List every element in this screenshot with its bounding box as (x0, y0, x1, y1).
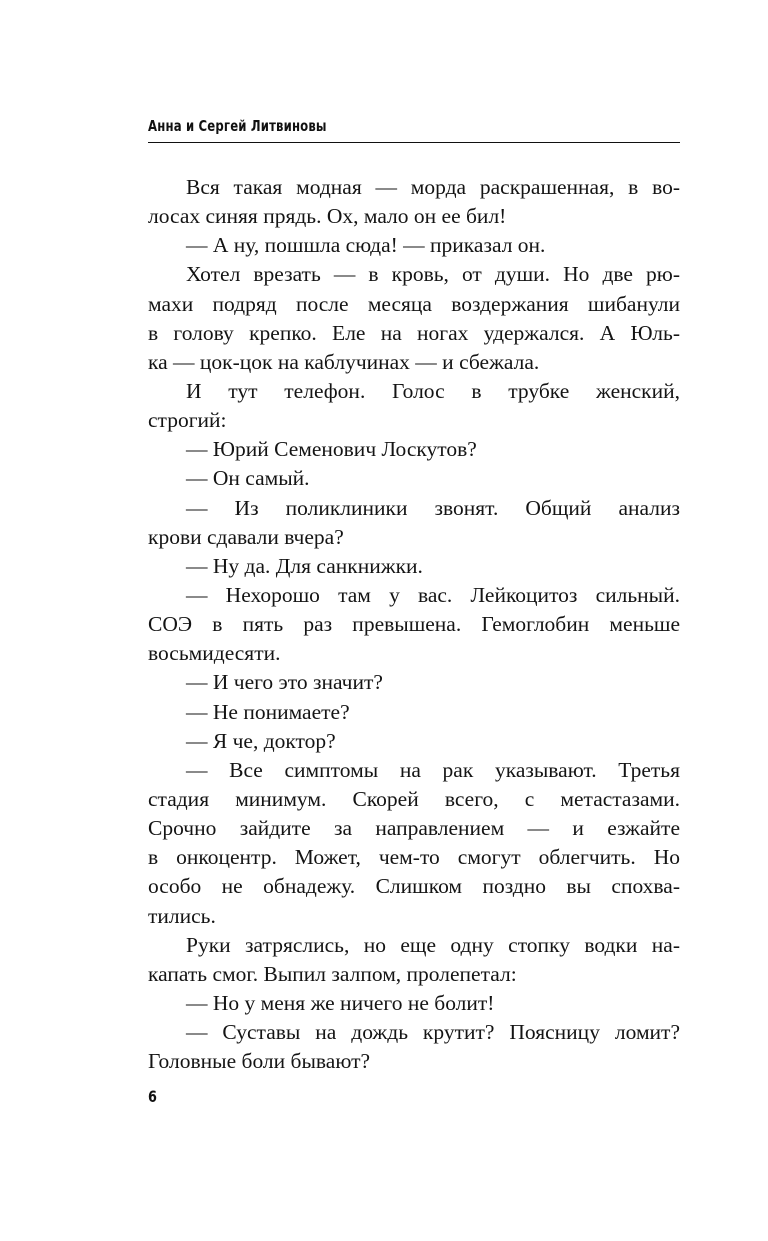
text-line: особо не обнадежу. Слишком поздно вы спохва- (148, 874, 680, 899)
text-line: Вся такая модная — морда раскрашенная, в во- (186, 175, 680, 199)
text-line: — Из поликлиники звонят. Общий анализ (186, 495, 680, 520)
header-rule (148, 142, 680, 143)
text-line: строгий: (148, 408, 227, 433)
text-line: — Все симптомы на рак указывают. Третья (186, 757, 680, 782)
text-line: в голову крепко. Еле на ногах удержался. А Юль- (148, 320, 680, 345)
text-line: Хотел врезать — в кровь, от души. Но две рю- (186, 262, 680, 287)
text-line: Срочно зайдите за направлением — и езжайте (148, 816, 680, 841)
text-line: лосах синяя прядь. Ох, мало он ее бил! (148, 204, 507, 229)
text-line: — Юрий Семенович Лоскутов? (186, 437, 477, 462)
text-line: — Суставы на дождь крутит? Поясницу ломит? (186, 1020, 680, 1045)
text-line: ка — цок-цок на каблучинах — и сбежала. (148, 349, 540, 374)
text-line: стадия минимум. Скорей всего, с метастазами. (148, 786, 680, 811)
text-line: капать смог. Выпил залпом, пролепетал: (148, 961, 517, 986)
text-line: И тут телефон. Голос в трубке женский, (186, 378, 680, 403)
text-line: — Он самый. (186, 466, 310, 491)
text-line: в онкоцентр. Может, чем-то смогут облегчить. Но (148, 845, 680, 870)
body-text (148, 173, 680, 1076)
text-line: тились. (148, 903, 216, 928)
text-line: Головные боли бывают? (148, 1049, 371, 1074)
running-head: Анна и Сергей Литвиновы (148, 117, 327, 135)
text-line: восьмидесяти. (148, 641, 281, 666)
page-number: 6 (148, 1087, 157, 1106)
text-line: — Не понимаете? (186, 699, 350, 724)
text-line: — Ну да. Для санкнижки. (186, 553, 423, 578)
text-line: — Нехорошо там у вас. Лейкоцитоз сильный. (186, 582, 680, 607)
text-line: Руки затряслись, но еще одну стопку водки на- (186, 932, 680, 957)
text-line: СОЭ в пять раз превышена. Гемоглобин меньше (148, 612, 680, 637)
text-line: — И чего это значит? (186, 670, 383, 695)
text-line: — Но у меня же ничего не болит! (186, 990, 495, 1015)
text-line: крови сдавали вчера? (148, 524, 344, 549)
text-line: — Я че, доктор? (186, 728, 336, 753)
text-line: — А ну, пошшла сюда! — приказал он. (186, 233, 546, 258)
text-line: махи подряд после месяца воздержания шибанули (148, 291, 680, 316)
